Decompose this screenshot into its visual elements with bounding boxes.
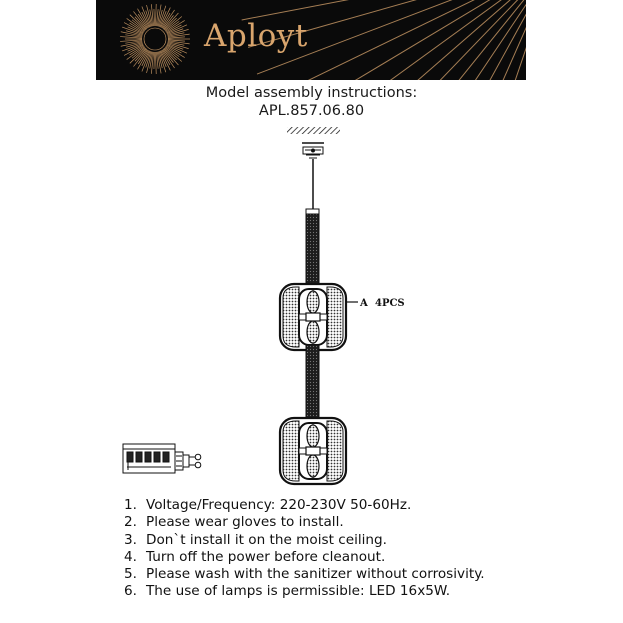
wiring-terminal-diagram [123, 444, 201, 473]
callout-quantity: 4PCS [375, 298, 405, 309]
document-title: Model assembly instructions: [205, 85, 418, 101]
note-item: 3. Don`t install it on the moist ceiling. [124, 531, 387, 548]
middle-rod [306, 345, 319, 421]
note-item: 4. Turn off the power before cleanout. [124, 548, 386, 565]
note-item: 2. Please wear gloves to install. [124, 514, 344, 531]
model-number: APL.857.06.80 [258, 103, 365, 119]
brand-name: Aployt [204, 18, 308, 54]
note-item: 1. Voltage/Frequency: 220-230V 50-60Hz. [124, 497, 412, 513]
ceiling-canopy [302, 143, 324, 158]
callout-label: A [360, 298, 368, 309]
instruction-notes [124, 497, 485, 601]
ceiling-mount-hatch [287, 127, 340, 134]
callout-a [346, 298, 405, 309]
lamp-module-a [280, 284, 346, 350]
lamp-module-bottom [280, 418, 346, 484]
note-item: 6. The use of lamps is permissible: LED 16x5W. [124, 583, 451, 600]
upper-rod [306, 209, 319, 288]
note-item: 5. Please wash with the sanitizer without corrosivity. [124, 566, 485, 583]
